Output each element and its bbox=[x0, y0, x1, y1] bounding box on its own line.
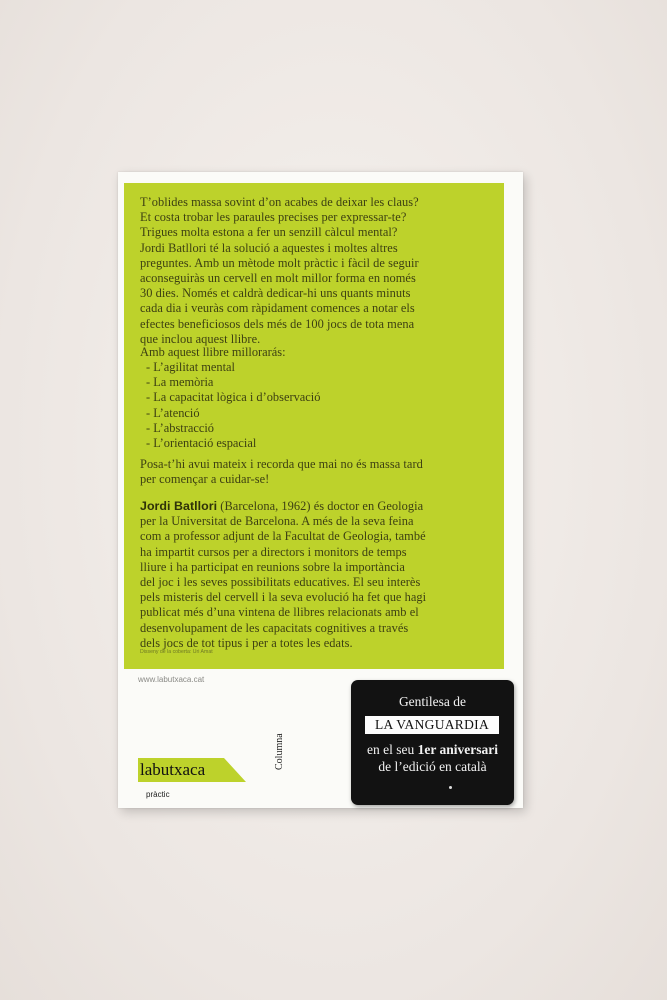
sticker-dot bbox=[449, 786, 452, 789]
blurb-panel bbox=[124, 183, 504, 669]
sticker-line-3 bbox=[351, 742, 514, 758]
author-name: Jordi Batllori bbox=[140, 499, 218, 513]
publisher-logo bbox=[138, 756, 250, 786]
list-item: - La memòria bbox=[146, 375, 214, 390]
author-bio-text: (Barcelona, 1962) és doctor en Geologia per la Universitat de Barcelona. A més de la seva feina com a professor adjunt de la Facultat de Geologia, també ha impartit cursos per a directors i monitors de temps lliure i ha participat en reunions sobre la importància del joc i les seves possibilitats educatives. El seu interès pels misteris del cervell i la seva evolució ha fet que hagi publicat més d’una vintena de llibres relacionats amb el desenvolupament de les capacitats cognitives a través dels jocs de tot tipus i per a totes les edats. bbox=[140, 499, 427, 650]
newspaper-name: LA VANGUARDIA bbox=[365, 716, 499, 734]
blurb-paragraph: T’oblides massa sovint d’on acabes de deixar les claus? Et costa trobar les paraules precises per expressar-te? Trigues molta estona a fer un senzill càlcul mental? Jordi Batllori té la solució a aquestes i moltes altres preguntes. Amb un mètode molt pràctic i fàcil de seguir aconseguiràs un cervell en molt millor forma en només 30 dies. Només et caldrà dedicar-hi uns quants minuts cada dia i veuràs com ràpidament comences a notar els efectes beneficiosos dels més de 100 jocs de tota mena que inclou aquest llibre. bbox=[140, 195, 419, 346]
list-item: - L’agilitat mental bbox=[146, 360, 236, 374]
publisher-website: www.labutxaca.cat bbox=[138, 675, 205, 684]
list-intro: Amb aquest llibre millorarás: bbox=[140, 345, 286, 359]
closing-paragraph: Posa-t’hi avui mateix i recorda que mai no és massa tard per començar a cuidar-se! bbox=[140, 457, 423, 487]
list-item: - La capacitat lògica i d’observació bbox=[146, 390, 321, 405]
list-item: - L’orientació espacial bbox=[146, 436, 257, 451]
author-bio bbox=[140, 499, 500, 651]
list-item: - L’atenció bbox=[146, 405, 200, 420]
sticker-line-3-pre: en el seu bbox=[367, 742, 418, 757]
sticker-line-3-bold: 1er aniversari bbox=[417, 742, 498, 757]
logo-text: labutxaca bbox=[140, 760, 206, 779]
benefits-list bbox=[146, 360, 320, 451]
sticker-line-4: de l’edició en català bbox=[378, 759, 487, 774]
logo-subtitle: pràctic bbox=[146, 790, 170, 799]
sticker-line-1: Gentilesa de bbox=[398, 694, 467, 709]
imprint-label: Columna bbox=[274, 733, 285, 770]
promo-sticker bbox=[351, 680, 514, 805]
design-credit: Disseny de la coberta: Uri Amat bbox=[140, 649, 213, 655]
list-item: - L’abstracció bbox=[146, 420, 215, 435]
